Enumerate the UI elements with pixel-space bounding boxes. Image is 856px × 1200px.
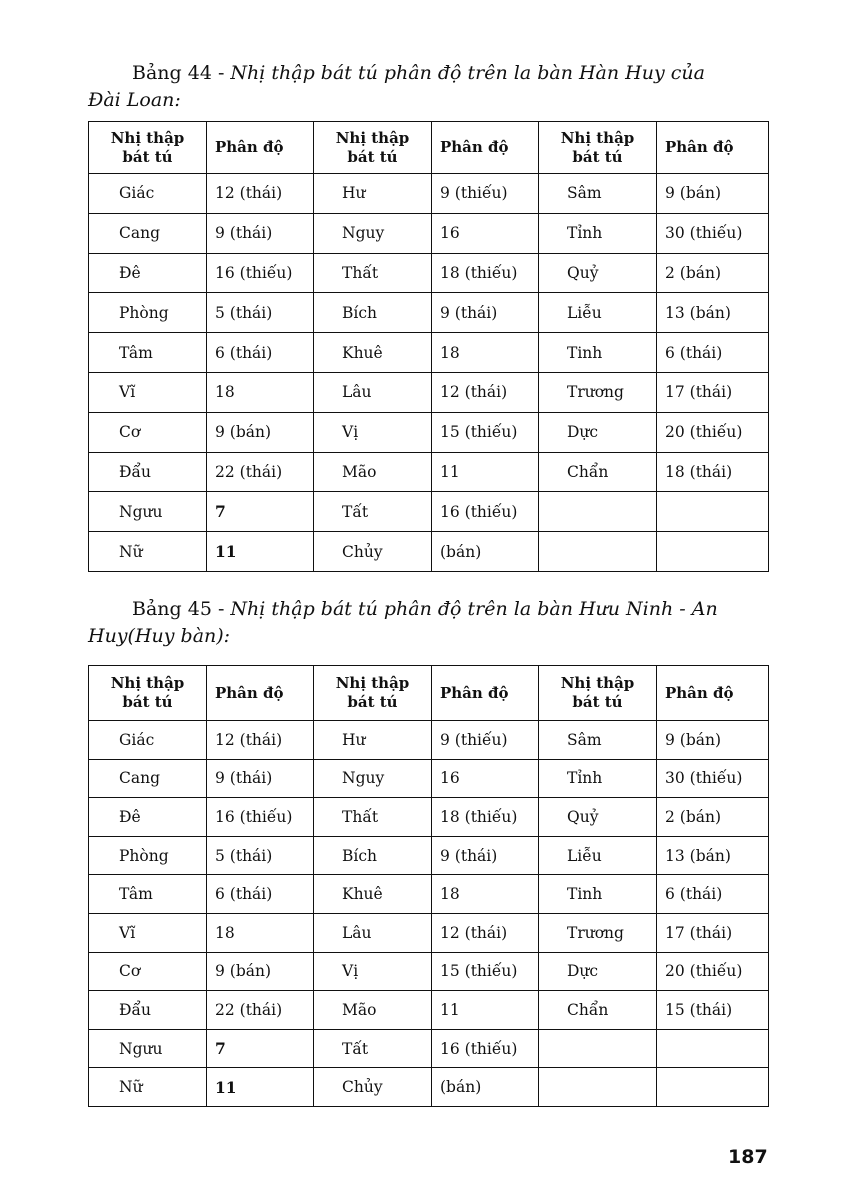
table-row [89,492,769,532]
degree-cell: 13 (bán) [657,293,769,333]
table-row [89,759,769,798]
star-name-cell: Trương [539,372,657,412]
degree-cell: (bán) [432,1068,539,1107]
table-44-body [89,174,769,572]
star-name-cell: Giác [89,174,207,214]
degree-cell: 18 [432,333,539,373]
table-45-caption [88,596,768,650]
star-name-cell: Sâm [539,174,657,214]
degree-cell: 11 [432,452,539,492]
degree-cell: 15 (thái) [657,991,769,1030]
degree-cell: 5 (thái) [207,836,314,875]
star-name-cell: Khuê [314,333,432,373]
star-name-cell: Sâm [539,721,657,760]
star-name-cell: Cơ [89,412,207,452]
header-degree: Phân độ [207,666,314,721]
star-name-cell: Lâu [314,913,432,952]
table-row [89,952,769,991]
star-name-cell: Thất [314,253,432,293]
star-name-cell: Tâm [89,333,207,373]
degree-cell: (bán) [432,532,539,572]
degree-cell: 12 (thái) [432,372,539,412]
degree-cell: 22 (thái) [207,991,314,1030]
table-row [89,532,769,572]
header-star-name: Nhị thập bát tú [89,122,207,174]
degree-cell: 9 (bán) [207,412,314,452]
star-name-cell: Đẩu [89,452,207,492]
header-star-name: Nhị thập bát tú [539,122,657,174]
star-name-cell: Quỷ [539,798,657,837]
degree-cell: 2 (bán) [657,253,769,293]
header-degree: Phân độ [657,666,769,721]
star-name-cell: Đẩu [89,991,207,1030]
star-name-cell [539,1029,657,1068]
table-45-title: Nhị thập bát tú phân độ trên la bàn Hưu Ninh - An [230,598,718,620]
header-star-name: Nhị thập bát tú [539,666,657,721]
table-row [89,991,769,1030]
star-name-cell: Cang [89,759,207,798]
degree-cell: 30 (thiếu) [657,759,769,798]
table-44 [88,121,769,572]
degree-cell: 12 (thái) [207,721,314,760]
table-row [89,293,769,333]
star-name-cell: Cang [89,213,207,253]
table-45 [88,665,769,1107]
star-name-cell: Tất [314,492,432,532]
star-name-cell: Hư [314,174,432,214]
degree-cell: 11 [207,532,314,572]
star-name-cell: Bích [314,836,432,875]
degree-cell: 2 (bán) [657,798,769,837]
table-row [89,721,769,760]
star-name-cell: Quỷ [539,253,657,293]
star-name-cell: Đê [89,253,207,293]
degree-cell: 18 [207,913,314,952]
table-45-body [89,721,769,1107]
star-name-cell [539,492,657,532]
degree-cell: 9 (thiếu) [432,174,539,214]
table-45-label: Bảng 45 - [132,598,225,620]
star-name-cell: Tinh [539,875,657,914]
star-name-cell: Chủy [314,1068,432,1107]
star-name-cell: Chẩn [539,991,657,1030]
star-name-cell: Tỉnh [539,213,657,253]
degree-cell: 9 (thái) [207,759,314,798]
table-row [89,253,769,293]
star-name-cell: Phòng [89,836,207,875]
degree-cell: 12 (thái) [207,174,314,214]
degree-cell: 16 [432,759,539,798]
degree-cell: 11 [432,991,539,1030]
star-name-cell: Ngưu [89,1029,207,1068]
header-degree: Phân độ [657,122,769,174]
degree-cell [657,1068,769,1107]
degree-cell: 12 (thái) [432,913,539,952]
table-45-title-cont: Huy(Huy bàn): [88,625,231,647]
star-name-cell: Giác [89,721,207,760]
star-name-cell: Vĩ [89,913,207,952]
star-name-cell: Chẩn [539,452,657,492]
degree-cell: 18 [207,372,314,412]
star-name-cell [539,1068,657,1107]
degree-cell: 18 [432,875,539,914]
table-row [89,412,769,452]
star-name-cell: Bích [314,293,432,333]
degree-cell: 17 (thái) [657,372,769,412]
degree-cell: 7 [207,492,314,532]
star-name-cell: Liễu [539,293,657,333]
degree-cell: 6 (thái) [657,333,769,373]
table-row [89,1029,769,1068]
star-name-cell: Nguy [314,213,432,253]
degree-cell: 15 (thiếu) [432,952,539,991]
degree-cell: 6 (thái) [207,333,314,373]
degree-cell: 16 (thiếu) [207,253,314,293]
degree-cell: 5 (thái) [207,293,314,333]
star-name-cell: Lâu [314,372,432,412]
degree-cell: 20 (thiếu) [657,412,769,452]
degree-cell: 9 (thái) [432,836,539,875]
star-name-cell: Vĩ [89,372,207,412]
table-row [89,913,769,952]
degree-cell: 16 [432,213,539,253]
star-name-cell: Nữ [89,532,207,572]
star-name-cell: Vị [314,952,432,991]
table-row [89,372,769,412]
degree-cell: 9 (bán) [657,721,769,760]
page-number: 187 [728,1146,768,1168]
star-name-cell: Dực [539,412,657,452]
table-row [89,798,769,837]
degree-cell: 6 (thái) [657,875,769,914]
star-name-cell: Nguy [314,759,432,798]
star-name-cell: Liễu [539,836,657,875]
degree-cell: 18 (thiếu) [432,253,539,293]
degree-cell: 17 (thái) [657,913,769,952]
degree-cell: 7 [207,1029,314,1068]
header-degree: Phân độ [207,122,314,174]
star-name-cell: Tất [314,1029,432,1068]
star-name-cell [539,532,657,572]
degree-cell: 6 (thái) [207,875,314,914]
star-name-cell: Tỉnh [539,759,657,798]
header-star-name: Nhị thập bát tú [89,666,207,721]
degree-cell: 9 (thiếu) [432,721,539,760]
star-name-cell: Tâm [89,875,207,914]
table-44-title-cont: Đài Loan: [88,89,181,111]
degree-cell: 16 (thiếu) [432,1029,539,1068]
star-name-cell: Khuê [314,875,432,914]
degree-cell: 18 (thiếu) [432,798,539,837]
degree-cell: 9 (thái) [207,213,314,253]
star-name-cell: Vị [314,412,432,452]
star-name-cell: Ngưu [89,492,207,532]
star-name-cell: Mão [314,991,432,1030]
table-row [89,452,769,492]
table-44-header-row [89,122,769,174]
table-45-header-row [89,666,769,721]
header-degree: Phân độ [432,122,539,174]
table-44-label: Bảng 44 - [132,62,225,84]
table-row [89,333,769,373]
degree-cell: 15 (thiếu) [432,412,539,452]
star-name-cell: Nữ [89,1068,207,1107]
degree-cell: 13 (bán) [657,836,769,875]
degree-cell: 11 [207,1068,314,1107]
table-row [89,836,769,875]
degree-cell: 9 (bán) [207,952,314,991]
degree-cell [657,1029,769,1068]
header-star-name: Nhị thập bát tú [314,666,432,721]
degree-cell: 16 (thiếu) [207,798,314,837]
star-name-cell: Trương [539,913,657,952]
table-row [89,213,769,253]
star-name-cell: Mão [314,452,432,492]
table-row [89,1068,769,1107]
star-name-cell: Hư [314,721,432,760]
table-row [89,174,769,214]
degree-cell: 22 (thái) [207,452,314,492]
degree-cell: 30 (thiếu) [657,213,769,253]
degree-cell: 18 (thái) [657,452,769,492]
star-name-cell: Dực [539,952,657,991]
table-44-title: Nhị thập bát tú phân độ trên la bàn Hàn Huy của [230,62,705,84]
degree-cell: 20 (thiếu) [657,952,769,991]
degree-cell [657,532,769,572]
degree-cell: 16 (thiếu) [432,492,539,532]
header-star-name: Nhị thập bát tú [314,122,432,174]
star-name-cell: Cơ [89,952,207,991]
star-name-cell: Đê [89,798,207,837]
star-name-cell: Chủy [314,532,432,572]
header-degree: Phân độ [432,666,539,721]
star-name-cell: Thất [314,798,432,837]
table-44-caption [88,60,768,114]
degree-cell: 9 (thái) [432,293,539,333]
table-row [89,875,769,914]
star-name-cell: Tinh [539,333,657,373]
star-name-cell: Phòng [89,293,207,333]
degree-cell [657,492,769,532]
degree-cell: 9 (bán) [657,174,769,214]
